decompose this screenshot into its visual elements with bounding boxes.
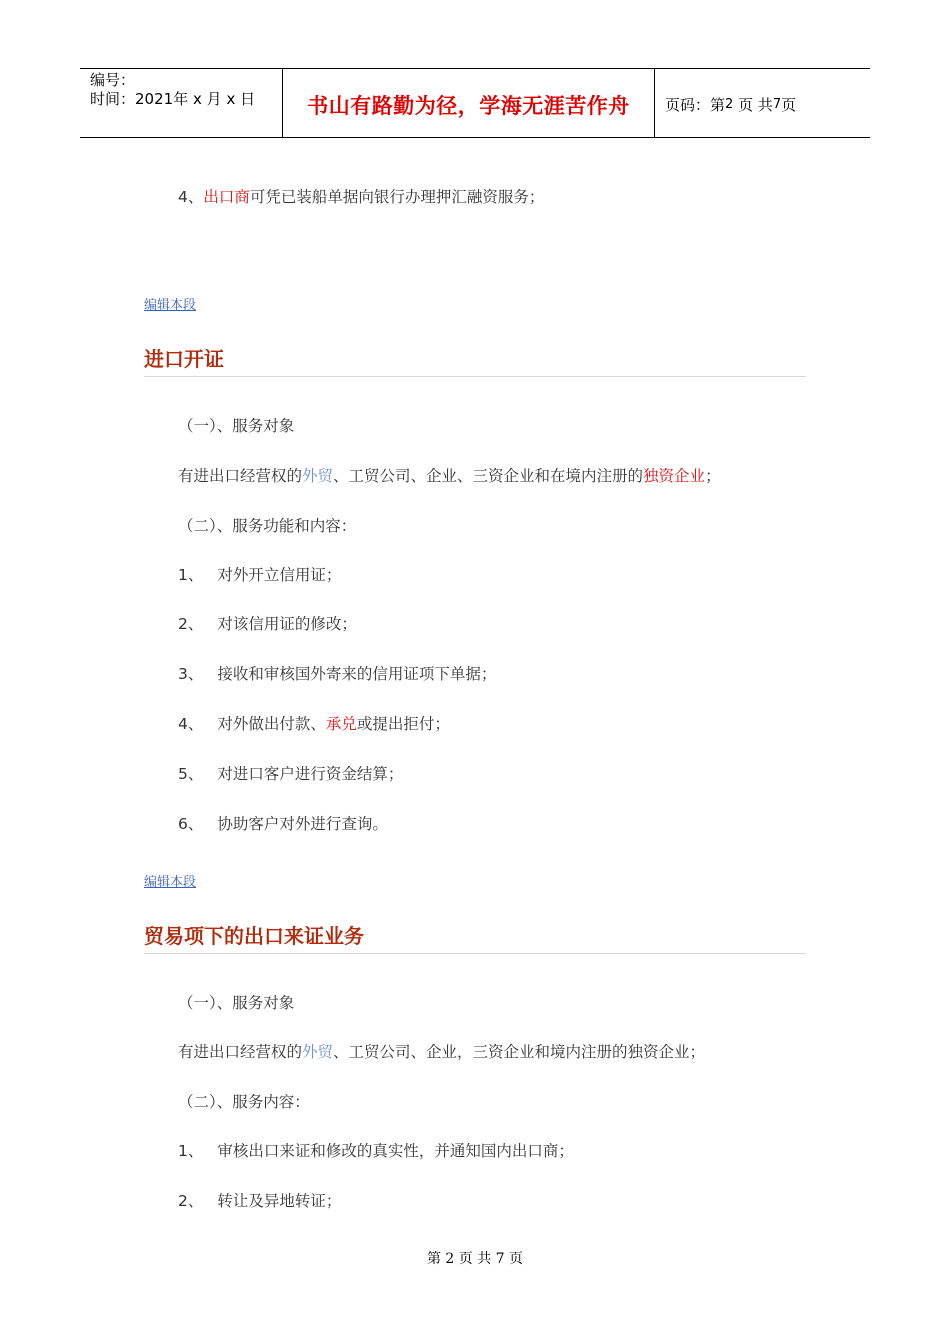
list-number: 2 (178, 1192, 188, 1210)
list-separator: 、 (187, 566, 204, 584)
list-separator: 、 (187, 815, 204, 833)
subheading: （二）、服务功能和内容： (178, 517, 357, 535)
service-target-line (178, 1040, 705, 1062)
list-number: 2 (178, 615, 188, 633)
sole-proprietorship-link[interactable]: 独资企业 (643, 467, 706, 485)
date-label: 时间： (90, 90, 136, 108)
list-separator: 、 (187, 615, 204, 633)
list-number: 3 (178, 665, 188, 683)
list-number: 6 (178, 815, 188, 833)
text-fragment: 有进出口经营权的 (178, 1043, 303, 1061)
list-text: 转让及异地转证； (217, 1192, 342, 1210)
service-target-line (178, 464, 721, 486)
edit-section-link-1[interactable]: 编辑本段 (144, 298, 197, 313)
date-day-unit: 日 (240, 90, 256, 108)
page-mid: 页 共 (738, 96, 773, 114)
list-text: 对外做出付款、 (217, 715, 326, 733)
list-number: 1 (178, 566, 188, 584)
list-item (178, 563, 341, 585)
list-text: 对该信用证的修改； (217, 615, 357, 633)
date-line (90, 90, 282, 109)
list-separator: 、 (187, 188, 204, 206)
list-item (178, 762, 403, 784)
subheading: （一）、服务对象 (178, 994, 295, 1012)
list-item (178, 612, 357, 634)
list-item (178, 662, 496, 684)
list-separator: 、 (187, 1192, 204, 1210)
subheading: （二）、服务内容： (178, 1093, 310, 1111)
foreign-trade-link[interactable]: 外贸 (302, 467, 334, 485)
intro-item-4 (178, 185, 544, 207)
list-text: 可凭已装船单据向银行办理押汇融资服务； (249, 188, 545, 206)
header-meta (80, 69, 282, 137)
list-text: 接收和审核国外寄来的信用证项下单据； (217, 665, 497, 683)
list-separator: 、 (187, 665, 204, 683)
page-label: 页码：第 (665, 96, 726, 114)
list-separator: 、 (187, 765, 204, 783)
text-fragment: 、工贸公司、企业，三资企业和境内注册的独资企业； (333, 1043, 706, 1061)
exporter-link[interactable]: 出口商 (203, 188, 250, 206)
list-text: 审核出口来证和修改的真实性，并通知国内出口商； (217, 1142, 574, 1160)
page-end: 页 (781, 96, 797, 114)
text-fragment: 、工贸公司、企业、三资企业和在境内注册的 (333, 467, 644, 485)
page-current: 2 (725, 97, 734, 112)
foreign-trade-link[interactable]: 外贸 (302, 1043, 334, 1061)
text-fragment: ； (705, 467, 721, 485)
page-header (80, 68, 870, 138)
list-item (178, 812, 388, 834)
list-item (178, 712, 450, 734)
header-motto: 书山有路勤为径，学海无涯苦作舟 (282, 69, 655, 137)
list-item (178, 1189, 341, 1211)
list-number: 4 (178, 188, 188, 206)
list-text: 对外开立信用证； (217, 566, 342, 584)
date-day: x (226, 90, 236, 108)
acceptance-link[interactable]: 承兑 (325, 715, 357, 733)
list-separator: 、 (187, 1142, 204, 1160)
section-title-import-lc: 进口开证 (144, 346, 806, 377)
list-separator: 、 (187, 715, 204, 733)
date-year: 2021 (135, 90, 174, 108)
text-fragment: 有进出口经营权的 (178, 467, 303, 485)
subheading: （一）、服务对象 (178, 417, 295, 435)
list-text: 对进口客户进行资金结算； (217, 765, 404, 783)
list-text: 或提出拒付； (356, 715, 450, 733)
edit-section-link-2[interactable]: 编辑本段 (144, 875, 197, 890)
section-title-export-lc: 贸易项下的出口来证业务 (144, 923, 806, 954)
list-number: 5 (178, 765, 188, 783)
page-footer: 第 2 页 共 7 页 (426, 1251, 524, 1267)
date-year-unit: 年 (173, 90, 189, 108)
list-text: 协助客户对外进行查询。 (217, 815, 388, 833)
list-number: 4 (178, 715, 188, 733)
list-item (178, 1139, 574, 1161)
header-page-info (655, 69, 870, 137)
date-month: x (193, 90, 202, 108)
date-month-unit: 月 (206, 90, 222, 108)
list-number: 1 (178, 1142, 188, 1160)
page-total: 7 (772, 97, 782, 112)
number-label: 编号： (90, 71, 136, 89)
